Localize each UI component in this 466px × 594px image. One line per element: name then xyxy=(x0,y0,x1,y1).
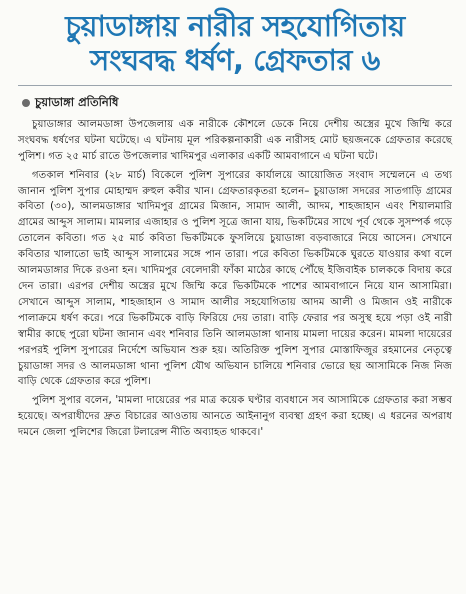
byline xyxy=(22,94,452,113)
headline-line-2: সংঘবদ্ধ ধর্ষণ, গ্রেফতার ৬ xyxy=(90,43,380,78)
byline-text: চুয়াডাঙ্গা প্রতিনিধি xyxy=(35,94,119,109)
divider xyxy=(18,85,452,86)
paragraph-1: চুয়াডাঙ্গার আলমডাঙ্গা উপজেলায় এক নারীকে কৌশলে ডেকে নিয়ে দেশীয় অস্ত্রের মুখে জিম্মি করে সংঘবদ্ধ ধর্ষণের ঘটনা ঘটেছে। এ ঘটনায় মূল পরিকল্পনাকারী এক নারীসহ মোট ছয়জনকে গ্রেফতার করেছে পুলিশ। গত ২৫ মার্চ রাতে উপজেলার খাদিমপুর এলাকার একটি আমবাগানে এ ঘটনা ঘটে। xyxy=(18,118,452,162)
headline xyxy=(18,10,452,77)
bullet-icon xyxy=(22,99,30,107)
paragraph-2: গতকাল শনিবার (২৮ মার্চ) বিকেলে পুলিশ সুপারের কার্যালয়ে আয়োজিত সংবাদ সম্মেলনে এ তথ্য জানান পুলিশ সুপার মোহাম্মদ রুহুল কবীর খান। গ্রেফতারকৃতরা হলেন– চুয়াডাঙ্গা সদরের সাতগাড়ি গ্রামের কবিতা (৩০), আলমডাঙ্গার খাদিমপুর গ্রামের মিজান, সামাদ আলী, আদম, শাহজাহান এবং শিয়ালমারি গ্রামের আব্দুস সালাম। মামলার এজাহার ও পুলিশ সূত্রে জানা যায়, ভিকটিমের সাথে পূর্ব থেকে সুসম্পর্ক গড়ে তোলেন কবিতা। গত ২৫ মার্চ কবিতা ভিকটিমকে ফুসলিয়ে চুয়াডাঙ্গা বড়বাজারে নিয়ে আসেন। সেখানে কবিতার খালাতো ভাই আব্দুস সালামের সঙ্গে পান তারা। পরে কবিতা ভিকটিমকে ঘুরতে যাওয়ার কথা বলে আলমডাঙ্গার দিকে রওনা হন। খাদিমপুর বেলেদারী ফাঁকা মাঠের কাছে পৌঁছে ইজিবাইক চালককে বিদায় করে দেন তারা। এরপর দেশীয় অস্ত্রের মুখে জিম্মি করে ভিকটিমকে পাশের আমবাগানে নিয়ে যান আসামিরা। সেখানে আব্দুস সালাম, শাহজাহান ও সামাদ আলীর সহযোগিতায় আদম আলী ও মিজান ওই নারীকে পালাক্রমে ধর্ষণ করে। পরে ভিকটিমকে বাড়ি ফিরিয়ে দেয় তারা। বাড়ি ফেরার পর অসুস্থ হয়ে পড়া ওই নারী স্বামীর কাছে পুরো ঘটনা জানান এবং শনিবার তিনি আলমডাঙ্গা থানায় মামলা দায়ের করেন। মামলা দায়েরের পরপরই পুলিশ সুপারের নির্দেশে অভিযান শুরু হয়। অতিরিক্ত পুলিশ সুপার মোস্তাফিজুর রহমানের নেতৃত্বে চুয়াডাঙ্গা সদর ও আলমডাঙ্গা থানা পুলিশ যৌথ অভিযান চালিয়ে শনিবার ভোরে ছয় আসামিকে নিজ নিজ বাড়ি থেকে গ্রেফতার করে পুলিশ। xyxy=(18,169,452,388)
headline-line-1: চুয়াডাঙ্গায় নারীর সহযোগিতায় xyxy=(65,9,405,43)
paragraph-3: পুলিশ সুপার বলেন, 'মামলা দায়েরের পর মাত্র কয়েক ঘণ্টার ব্যবধানে সব আসামিকে গ্রেফতার করা সম্ভব হয়েছে। অপরাধীদের দ্রুত বিচারের আওতায় আনতে আইনানুগ ব্যবস্থা গ্রহণ করা হচ্ছে। এ ধরনের অপরাধ দমনে জেলা পুলিশের জিরো টলারেন্স নীতি অব্যাহত থাকবে।' xyxy=(18,395,452,439)
article-body xyxy=(18,117,452,441)
